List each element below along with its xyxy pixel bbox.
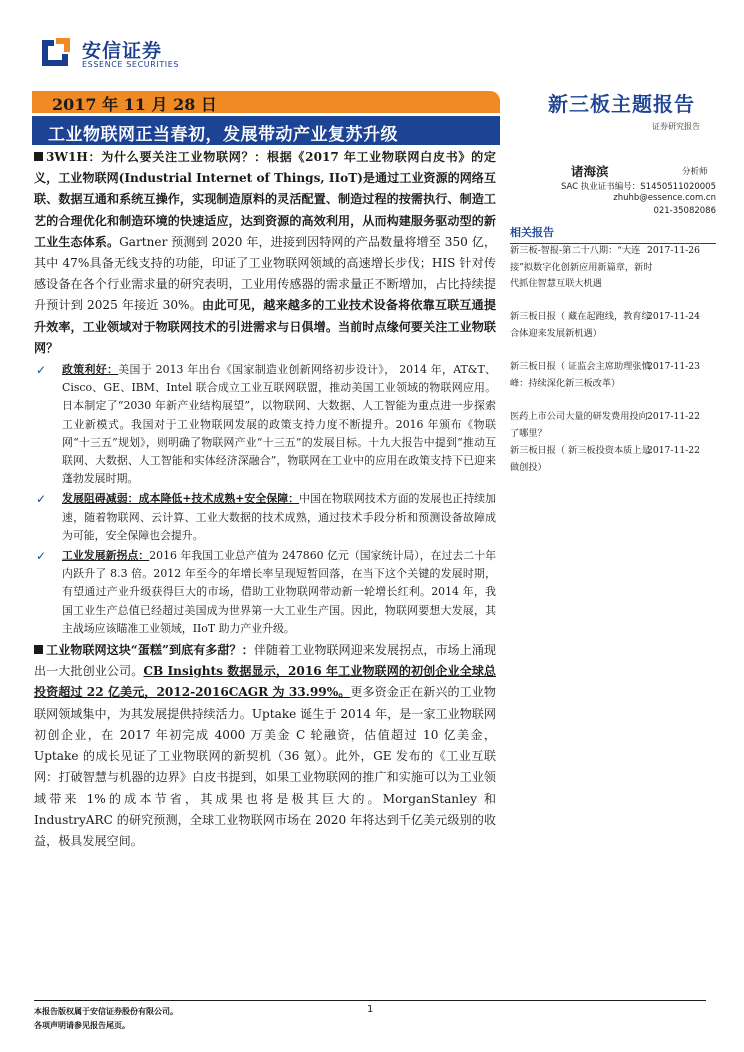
subpoint-inflection <box>34 547 496 638</box>
subpoint-policy <box>34 361 496 488</box>
related-report-item[interactable] <box>510 443 716 477</box>
paragraph-why <box>34 147 496 359</box>
paragraph-why-body: Gartner 预测到 2020 年，进接到因特网的产品数量将增至 350 亿，其中 47%具备无线支持的功能，印证了工业物联网领域的高速增长步伐；HIS 针对传感设备在各个行业需求量的研究表明，工业用传感器的需求量正不断增加，占比持续提升预计到 2025 年接近 30%。 <box>34 234 496 313</box>
subpoint-inflection-heading: 工业发展新拐点： <box>62 549 150 563</box>
report-title: 工业物联网正当春初，发展带动产业复苏升级 <box>48 125 398 145</box>
report-type: 新三板主题报告 <box>548 92 695 116</box>
related-report-date: 2017-11-22 <box>647 411 700 422</box>
logo-name-cn: 安信证券 <box>82 40 163 62</box>
square-bullet-icon <box>34 152 43 161</box>
subpoint-barriers-text: 中国在物联网技术方面的发展也正持续加速，随着物联网、云计算、工业大数据的技术成熟，通过技术手段分析和预测设备故障成为可能，安全保障也会提升。 <box>62 492 496 542</box>
subpoint-barriers <box>34 490 496 545</box>
footer-disclaimer: 各项声明请参见报告尾页。 <box>34 1020 130 1030</box>
paragraph-market-body: 更多资金正在新兴的工业物联网领域集中，为其发展提供持续活力。Uptake 诞生于 2014 年，是一家工业物联网初创企业，在 2017 年初完成 4000 万美金 C 轮融资，估值超过 10 亿美金，Uptake 的成长见证了工业物联网的新契机（36 氪）。此外，GE 发布的《工业互联网：打破智慧与机器的边界》白皮书提到，如果工业物联网的推广和实施可以为工业领域带来 1%的成本节省，其成果也将是极其巨大的。MorganStanley 和 IndustryARC 的研究预测，全球工业物联网市场在 2020 年将达到千亿美元级别的收益，极具发展空间。 <box>34 685 496 848</box>
subpoint-policy-heading: 政策利好： <box>62 363 119 377</box>
related-reports-title: 相关报告 <box>510 224 716 244</box>
related-report-title: 医药上市公司大量的研发费用投向了哪里？ <box>510 411 648 439</box>
paragraph-market-lead: 工业物联网这块“蛋糕”到底有多甜？： <box>46 643 254 658</box>
square-bullet-icon <box>34 645 43 654</box>
subpoint-policy-text: 美国于 2013 年出台《国家制造业创新网络初步设计》， 2014 年，AT&T、Cisco、GE、IBM、Intel 联合成立工业互联网联盟，推动美国工业领域的物联网应用。日本制定了“2030 年新产业结构展望”，以物联网、大数据、人工智能为重点进一步探索工业新模式。我国对于工业物联网发展的政策支持力度不断提升。2016 年颁布《物联网“十三五”规划》，则明确了物联网产业“十三五”的发展目标。十九大报告中提到“推动互联网、大数据、人工智能和实体经济深融合”，物联网在工业中的应用在政策支持下已迎来蓬勃发展时期。 <box>62 363 496 486</box>
paragraph-market <box>34 640 496 852</box>
paragraph-market-intro: 伴随着工业物联网迎来发展拐点，市场上涌现出一大批创业公司。 <box>34 643 496 679</box>
logo-name-en: ESSENCE SECURITIES <box>82 60 180 69</box>
related-report-title: 新三板-智报-第二十八期：“大连接”拟数字化创新应用新篇章，新时代抓住智慧互联大机遇 <box>510 245 653 289</box>
related-report-item[interactable] <box>510 359 716 409</box>
date-banner <box>32 91 500 113</box>
analyst-sac: SAC 执业证书编号：S1450511020005 <box>560 182 716 192</box>
related-report-date: 2017-11-26 <box>647 245 700 256</box>
company-logo <box>38 34 188 78</box>
analyst-name: 诸海滨 <box>571 164 609 179</box>
checkmark-icon: ✓ <box>36 549 47 564</box>
related-report-title: 新三板日报（ 证监会主席助理张慎峰：持续深化新三板改革） <box>510 361 651 389</box>
related-report-date: 2017-11-22 <box>647 445 700 456</box>
page-number: 1 <box>367 1004 374 1015</box>
related-report-date: 2017-11-23 <box>647 361 700 372</box>
title-banner <box>32 116 500 145</box>
footer-copyright: 本报告版权属于安信证券股份有限公司。 <box>34 1006 178 1016</box>
checkmark-icon: ✓ <box>36 492 47 507</box>
analyst-role: 分析师 <box>682 167 708 177</box>
related-reports-list <box>510 243 716 477</box>
report-date: 2017 年 11 月 28 日 <box>52 95 217 114</box>
footer-divider <box>34 1000 706 1001</box>
logo-mark-icon <box>38 34 74 70</box>
analyst-email[interactable]: zhuhb@essence.com.cn <box>613 193 716 203</box>
related-report-item[interactable] <box>510 309 716 359</box>
related-report-item[interactable] <box>510 409 716 443</box>
paragraph-why-conclusion: 由此可见，越来越多的工业技术设备将依靠互联互通提升效率，工业领域对于物联网技术的引进需求与日俱增。当前时点缘何要关注工业物联网？ <box>34 298 496 355</box>
analyst-phone: 021-35082086 <box>653 206 716 216</box>
checkmark-icon: ✓ <box>36 363 47 378</box>
related-report-item[interactable] <box>510 243 716 309</box>
main-content <box>34 147 496 852</box>
paragraph-market-highlight: CB Insights 数据显示，2016 年工业物联网的初创企业全球总投资超过 22 亿美元，2012-2016CAGR 为 33.99%。 <box>34 664 496 700</box>
related-report-date: 2017-11-24 <box>647 311 700 322</box>
subpoint-inflection-text: 2016 年我国工业总产值为 247860 亿元（国家统计局），在过去二十年内跃升了 8.3 倍。2012 年至今的年增长率呈现短暂回落，在当下这个关键的发展时期，有望通过产业升级获得巨大的市场，借助工业物联网带动新一轮增长红利。2014 年，我国工业生产总值已经超过美国成为世界第一大工业生产国。因此，物联网要想大发展，其主战场应该瞄准工业领域，IIoT 助力产业升级。 <box>62 549 496 635</box>
related-report-title: 新三板日报（ 藏在起跑线，教育综合体迎来发展新机遇） <box>510 311 651 339</box>
related-report-title: 新三板日报（ 新三板投资本质上是做创投） <box>510 445 651 473</box>
subpoint-barriers-heading: 发展阻碍减弱：成本降低+技术成熟+安全保障： <box>62 492 300 506</box>
report-subtype: 证券研究报告 <box>652 122 700 131</box>
paragraph-why-lead: 3W1H：为什么要关注工业物联网？：根据《2017 年工业物联网白皮书》的定义，工业物联网(Industrial Internet of Things, IIoT)是通过工业资源的网络互联、数据互通和系统互操作，实现制造原料的灵活配置、制造过程的按需执行、制造工艺的合理优化和制造环境的快速适应，达到资源的高效利用，从而构建服务驱动型的新工业生态体系。 <box>34 150 496 249</box>
